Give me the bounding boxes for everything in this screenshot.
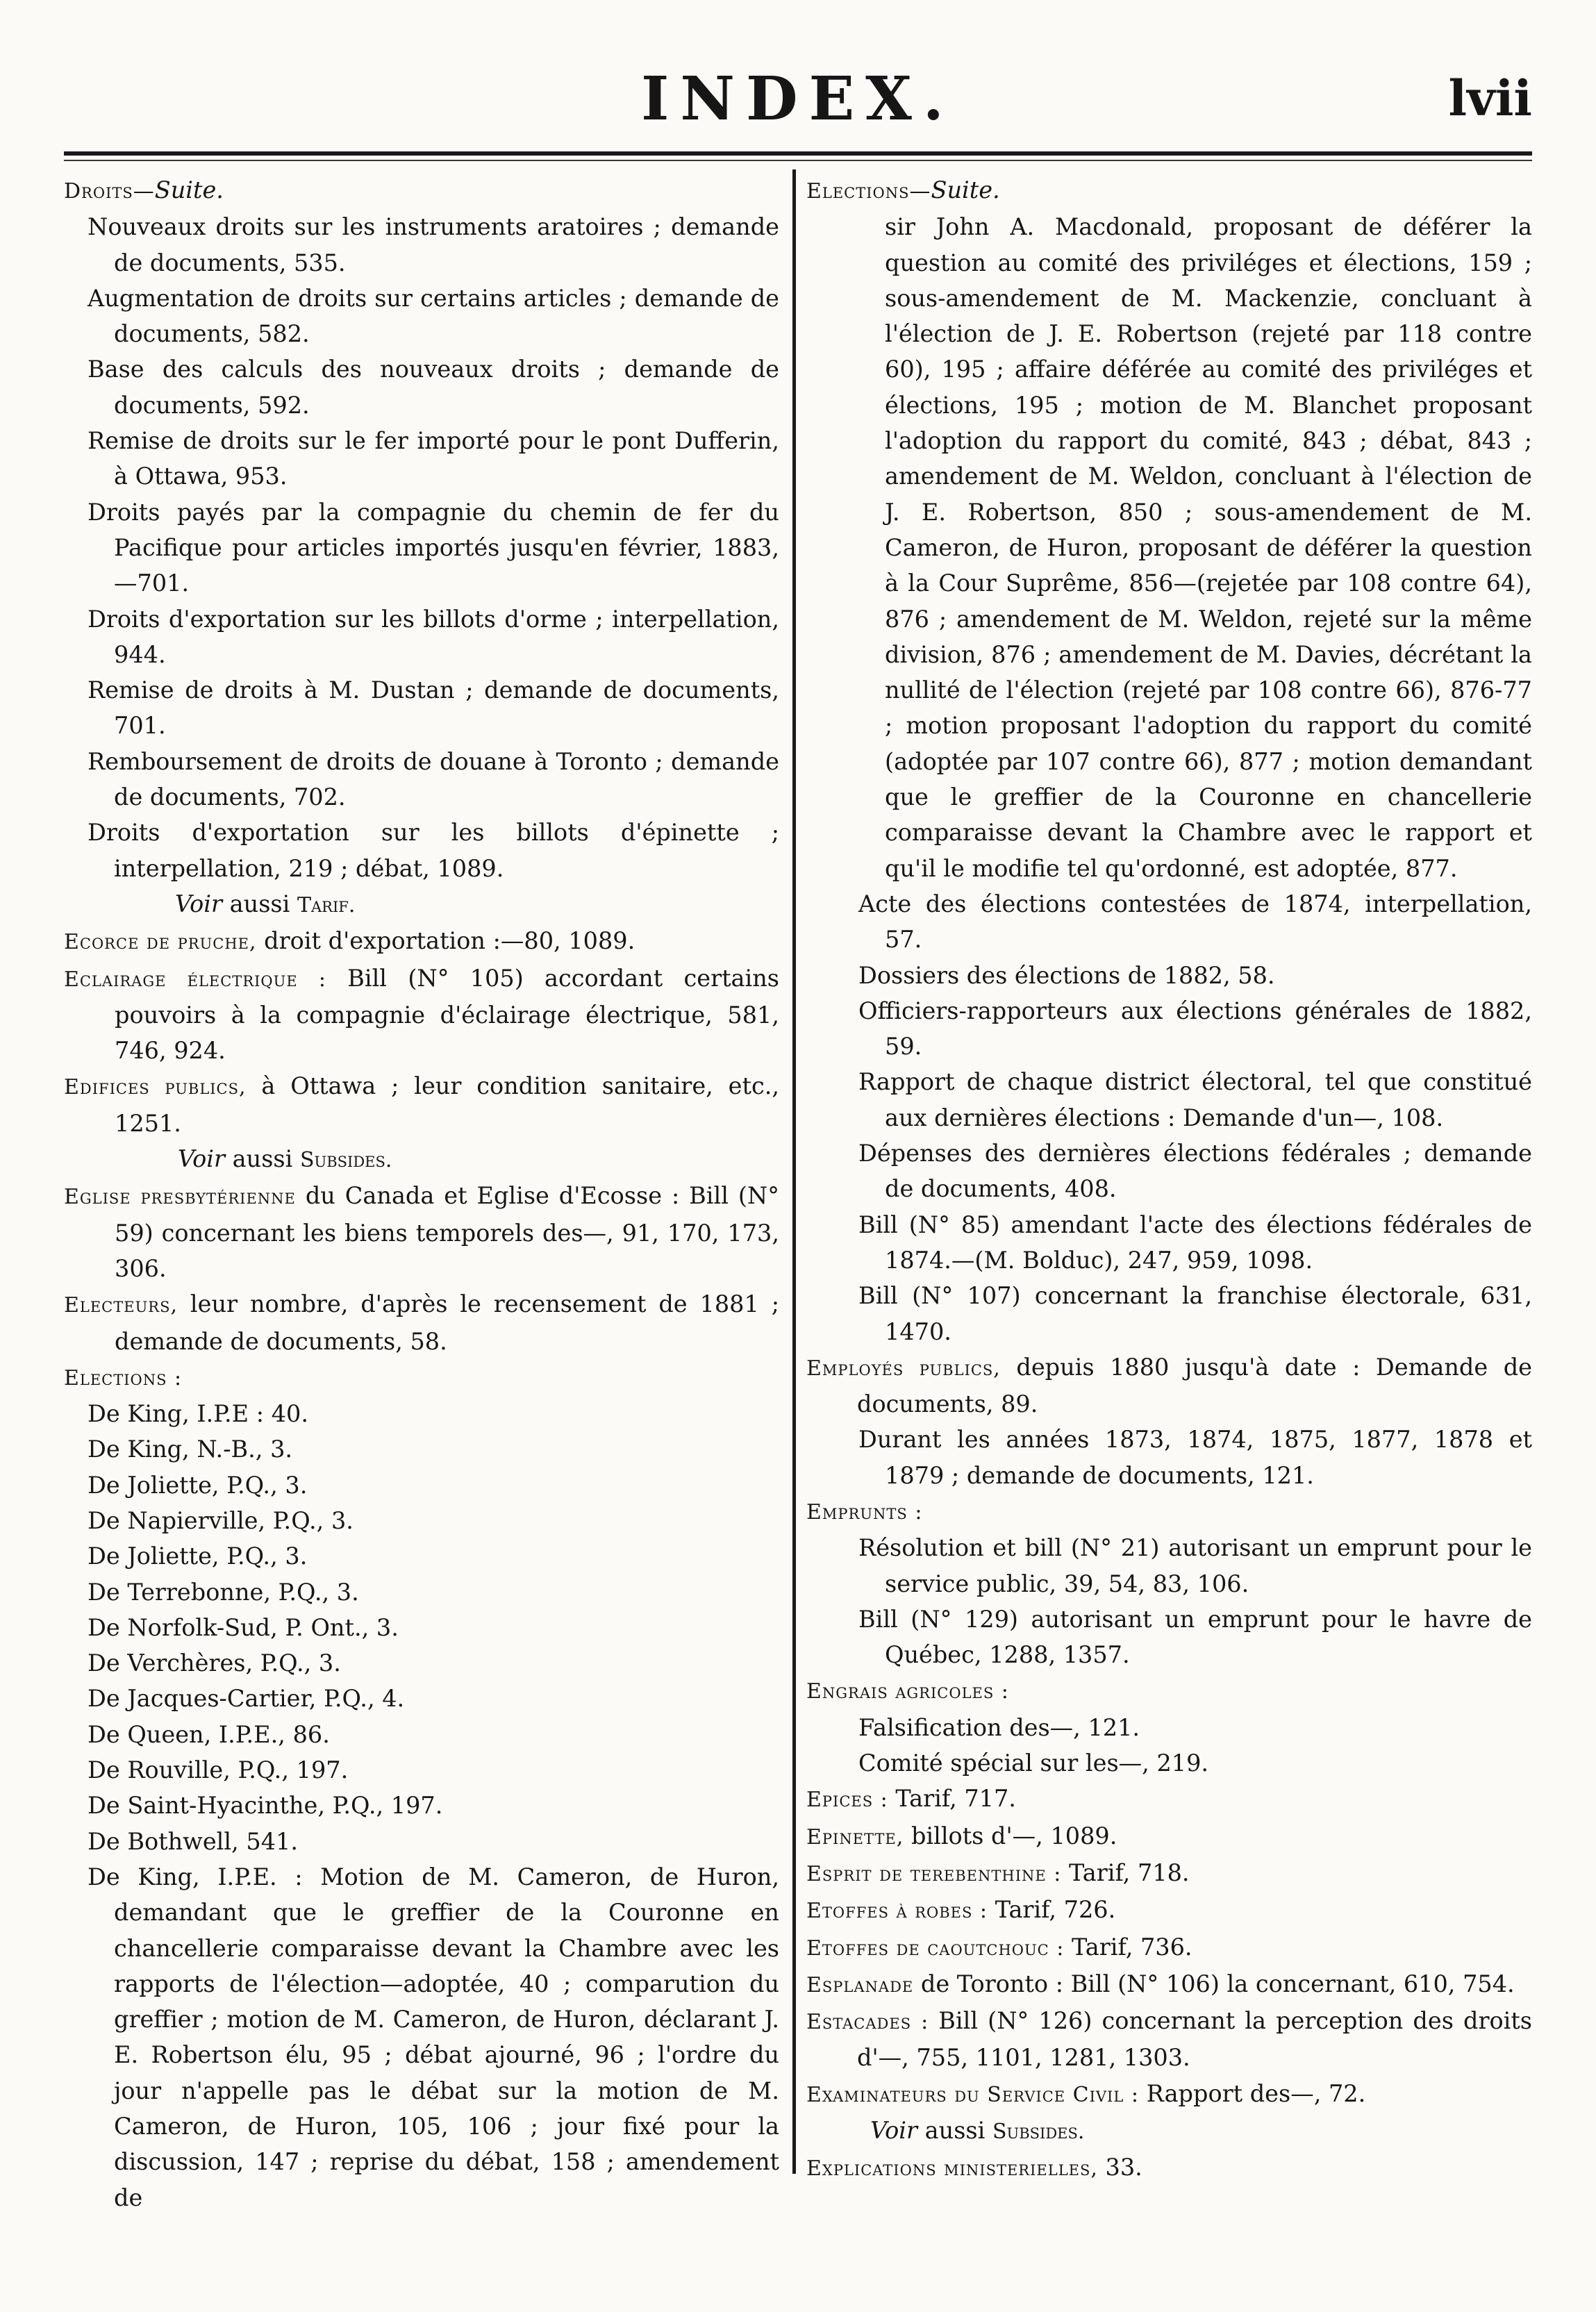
index-subentry: Remise de droits sur le fer importé pour le pont Dufferin, à Ottawa, 953. — [88, 427, 779, 490]
index-subentry: Augmentation de droits sur certains articles ; demande de documents, 582. — [88, 284, 779, 348]
index-subentry: Bill (N° 107) concernant la franchise électorale, 631, 1470. — [858, 1282, 1532, 1345]
index-entry-electeurs: Electeurs, leur nombre, d'après le recensement de 1881 ; demande de documents, 58. — [64, 1290, 779, 1355]
index-entry-explications: Explications ministerielles, 33. — [806, 2154, 1142, 2181]
index-subentry: Droits d'exportation sur les billots d'épinette ; interpellation, 219 ; débat, 1089. — [88, 819, 779, 882]
index-entry-edifices: Edifices publics, à Ottawa ; leur condition sanitaire, etc., 1251. — [64, 1072, 779, 1137]
index-entry-emprunts: Emprunts : — [806, 1499, 923, 1524]
column-divider — [792, 169, 796, 2174]
index-subentry: Comité spécial sur les—, 219. — [858, 1749, 1209, 1777]
index-subentry: De Norfolk-Sud, P. Ont., 3. — [88, 1613, 399, 1641]
index-entry-eglise: Eglise presbytérienne du Canada et Eglise d'Ecosse : Bill (N° 59) concernant les biens temporels des—, 91, 170, 173, 306. — [64, 1182, 779, 1282]
header-rule — [64, 151, 1532, 156]
index-subentry: Remboursement de droits de douane à Toronto ; demande de documents, 702. — [88, 747, 779, 811]
index-entry-employes: Employés publics, depuis 1880 jusqu'à date : Demande de documents, 89. — [806, 1353, 1532, 1418]
index-entry-etoffes-caoutchouc: Etoffes de caoutchouc : Tarif, 736. — [806, 1933, 1192, 1961]
right-column — [806, 172, 1532, 2187]
index-subentry: De King, I.P.E. : Motion de M. Cameron, de Huron, demandant que le greffier de la Couronne en chancellerie comparaisse devant la Chambre avec les rapports de l'élection—adoptée, 40 ; comparution du greffier ; motion de M. Cameron, de Huron, déclarant J. E. Robertson élu, 95 ; débat ajourné, 96 ; l'ordre du jour n'appelle pas le débat sur la motion de M. Cameron, de Huron, 105, 106 ; jour fixé pour la discussion, 147 ; reprise du débat, 158 ; amendement de — [88, 1863, 779, 2211]
index-subentry: Remise de droits à M. Dustan ; demande de documents, 701. — [88, 676, 779, 740]
running-head-left: Droits—Suite. — [64, 176, 224, 203]
index-subentry: De King, I.P.E : 40. — [88, 1400, 308, 1428]
index-subentry: sir John A. Macdonald, proposant de déférer la question au comité des priviléges et élections, 159 ; sous-amendement de M. Mackenzie, concluant à l'élection de J. E. Robertson (rejeté par 118 contre 60), 195 ; affaire déférée au comité des priviléges et élections, 195 ; motion de M. Blanchet proposant l'adoption du rapport du comité, 843 ; débat, 843 ; amendement de M. Weldon, concluant à l'élection de J. E. Robertson, 850 ; sous-amendement de M. Cameron, de Huron, proposant de déférer la question à la Cour Suprême, 856—(rejetée par 108 contre 64), 876 ; amendement de M. Weldon, rejeté sur la même division, 876 ; amendement de M. Davies, décrétant la nullité de l'élection (rejeté par 108 contre 66), 876-77 ; motion proposant l'adoption du rapport du comité (adoptée par 107 contre 66), 877 ; motion demandant que le greffier de la Couronne en chancellerie comparaisse devant la Chambre avec le rapport et qu'il le modifie tel qu'ordonné, est adoptée, 877. — [885, 213, 1532, 882]
index-subentry: De Terrebonne, P.Q., 3. — [88, 1578, 359, 1606]
see-also: Voir aussi Subsides. — [178, 1145, 392, 1173]
index-subentry: De Joliette, P.Q., 3. — [88, 1542, 308, 1570]
index-subentry: De Saint-Hyacinthe, P.Q., 197. — [88, 1792, 443, 1820]
index-entry-ecorce: Ecorce de pruche, droit d'exportation :—80, 1089. — [64, 927, 635, 955]
index-subentry: De Bothwell, 541. — [88, 1827, 298, 1855]
index-subentry: De Napierville, P.Q., 3. — [88, 1506, 354, 1534]
header-rule-thin — [64, 160, 1532, 161]
index-subentry: De Rouville, P.Q., 197. — [88, 1756, 349, 1784]
index-subentry: Dossiers des élections de 1882, 58. — [858, 961, 1275, 989]
index-subentry: Durant les années 1873, 1874, 1875, 1877, 1878 et 1879 ; demande de documents, 121. — [858, 1426, 1532, 1489]
index-subentry: Acte des élections contestées de 1874, interpellation, 57. — [858, 890, 1532, 954]
index-subentry: Rapport de chaque district électoral, tel que constitué aux dernières élections : Demande d'un—, 108. — [858, 1068, 1532, 1131]
index-entry-engrais: Engrais agricoles : — [806, 1679, 1009, 1704]
index-subentry: Bill (N° 85) amendant l'acte des élections fédérales de 1874.—(M. Bolduc), 247, 959, 1098. — [858, 1211, 1532, 1274]
index-subentry: De Queen, I.P.E., 86. — [88, 1720, 330, 1748]
index-entry-epices: Epices : Tarif, 717. — [806, 1785, 1016, 1813]
index-subentry: De Joliette, P.Q., 3. — [88, 1471, 308, 1499]
index-subentry: Base des calculs des nouveaux droits ; demande de documents, 592. — [88, 356, 779, 419]
page-title: INDEX. — [641, 64, 955, 134]
see-also: Voir aussi Tarif. — [175, 890, 356, 917]
index-entry-eclairage: Eclairage électrique : Bill (N° 105) accordant certains pouvoirs à la compagnie d'éclairage électrique, 581, 746, 924. — [64, 964, 780, 1065]
index-entry-etoffes-robes: Etoffes à robes : Tarif, 726. — [806, 1896, 1116, 1924]
index-entry-examinateurs: Examinateurs du Service Civil : Rapport des—, 72. — [806, 2079, 1366, 2107]
index-entry-esplanade: Esplanade de Toronto : Bill (N° 106) la concernant, 610, 754. — [806, 1970, 1515, 1997]
index-subentry: Résolution et bill (N° 21) autorisant un emprunt pour le service public, 39, 54, 83, 106. — [858, 1534, 1532, 1597]
index-subentry: De King, N.-B., 3. — [88, 1436, 293, 1463]
index-subentry: De Verchères, P.Q., 3. — [88, 1649, 341, 1677]
page-number: lvii — [1448, 69, 1532, 127]
index-subentry: Nouveaux droits sur les instruments aratoires ; demande de documents, 535. — [88, 213, 779, 276]
index-subentry: Dépenses des dernières élections fédérales ; demande de documents, 408. — [858, 1140, 1532, 1203]
index-subentry: Falsification des—, 121. — [858, 1713, 1140, 1741]
index-subentry: De Jacques-Cartier, P.Q., 4. — [88, 1685, 405, 1713]
left-column — [64, 172, 779, 2215]
see-also: Voir aussi Subsides. — [870, 2117, 1085, 2145]
index-subentry: Officiers-rapporteurs aux élections générales de 1882, 59. — [858, 997, 1532, 1061]
index-subentry: Bill (N° 129) autorisant un emprunt pour le havre de Québec, 1288, 1357. — [858, 1605, 1532, 1669]
index-entry-estacades: Estacades : Bill (N° 126) concernant la perception des droits d'—, 755, 1101, 1281, 1303. — [806, 2007, 1532, 2072]
index-entry-esprit: Esprit de terebenthine : Tarif, 718. — [806, 1858, 1190, 1886]
index-subentry: Droits d'exportation sur les billots d'orme ; interpellation, 944. — [88, 605, 779, 668]
index-entry-elections: Elections : — [64, 1365, 183, 1390]
index-entry-epinette: Epinette, billots d'—, 1089. — [806, 1822, 1117, 1849]
running-head-right: Elections—Suite. — [806, 176, 1000, 203]
index-subentry: Droits payés par la compagnie du chemin de fer du Pacifique pour articles importés jusqu'en février, 1883,—701. — [88, 498, 779, 597]
